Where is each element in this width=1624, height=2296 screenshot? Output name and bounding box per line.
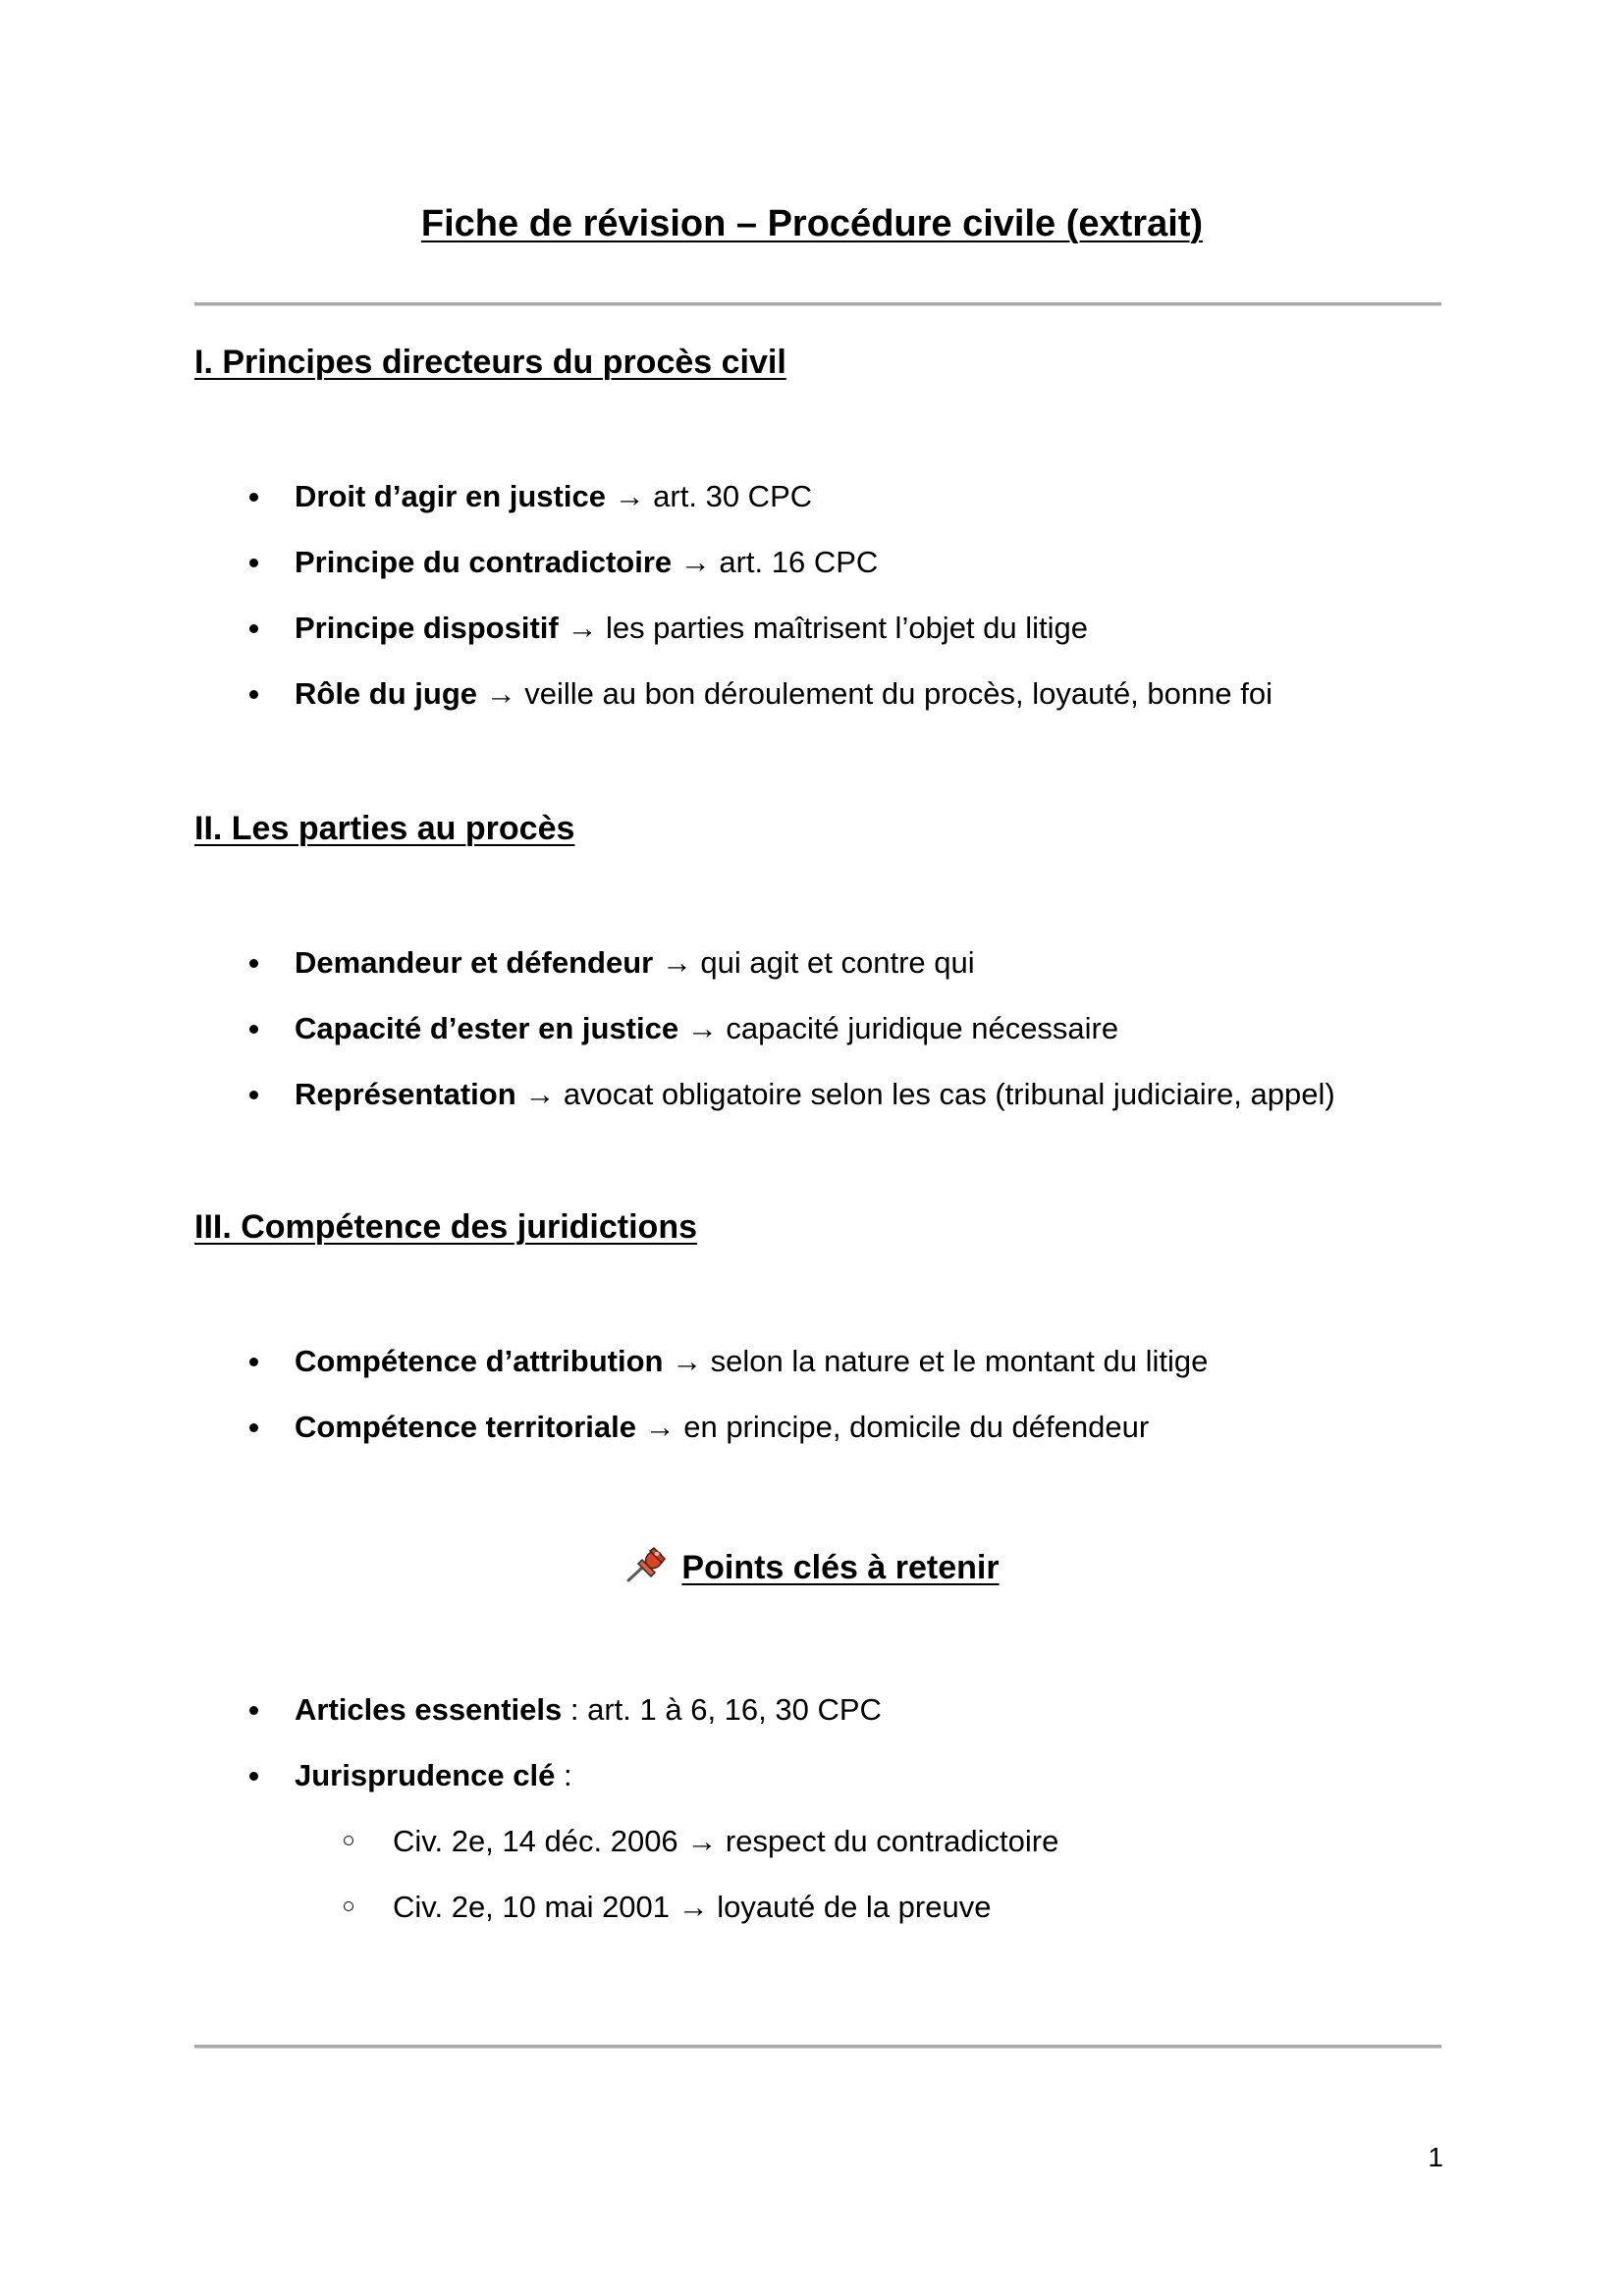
key-points-title: Points clés à retenir xyxy=(681,1549,1000,1586)
item-text: → art. 30 CPC xyxy=(605,479,813,513)
section-list-parties xyxy=(194,938,1335,1136)
item-term: Droit d’agir en justice xyxy=(295,479,606,513)
item-text: → selon la nature et le montant du litige xyxy=(663,1344,1209,1378)
section-heading-principes: I. Principes directeurs du procès civil xyxy=(194,344,786,381)
list-item xyxy=(194,669,1272,735)
list-item xyxy=(194,1883,1058,1949)
document-title: Fiche de révision – Procédure civile (extrait) xyxy=(420,203,1204,244)
item-term: Articles essentiels xyxy=(295,1692,563,1727)
bullet-icon xyxy=(249,959,258,968)
list-item xyxy=(194,938,1335,1004)
bullet-icon xyxy=(249,624,258,633)
bullet-icon xyxy=(249,1706,258,1715)
key-points-list xyxy=(194,1685,882,1817)
bullet-icon xyxy=(249,690,258,699)
list-item xyxy=(194,1337,1208,1403)
item-term: Principe du contradictoire xyxy=(295,545,673,579)
list-item xyxy=(194,1403,1208,1468)
item-term: Jurisprudence clé xyxy=(295,1758,556,1792)
list-item xyxy=(194,1070,1335,1136)
key-points-heading xyxy=(0,1543,1624,1592)
item-text: → avocat obligatoire selon les cas (tribunal judiciaire, appel) xyxy=(515,1077,1335,1111)
circle-bullet-icon xyxy=(344,1901,353,1911)
item-text: Civ. 2e, 10 mai 2001 → loyauté de la preuve xyxy=(393,1890,992,1924)
jurisprudence-list xyxy=(194,1817,1058,1949)
item-text: → qui agit et contre qui xyxy=(653,945,975,980)
section-list-principes xyxy=(194,472,1272,735)
section-heading-competence: III. Compétence des juridictions xyxy=(194,1208,697,1246)
item-term: Demandeur et défendeur xyxy=(295,945,654,980)
circle-bullet-icon xyxy=(344,1836,353,1845)
list-item xyxy=(194,1004,1335,1070)
item-text: : art. 1 à 6, 16, 30 CPC xyxy=(562,1692,882,1727)
bullet-icon xyxy=(249,493,258,502)
list-item xyxy=(194,1685,882,1751)
list-item xyxy=(194,1751,882,1817)
item-text: → capacité juridique nécessaire xyxy=(678,1011,1119,1045)
list-item xyxy=(194,1817,1058,1883)
section-list-competence xyxy=(194,1337,1208,1468)
item-text: → les parties maîtrisent l’objet du litige xyxy=(558,611,1089,645)
list-item xyxy=(194,538,1272,604)
item-text: : xyxy=(555,1758,572,1792)
list-item xyxy=(194,604,1272,669)
item-text: → veille au bon déroulement du procès, loyauté, bonne foi xyxy=(477,676,1272,711)
item-term: Principe dispositif xyxy=(295,611,559,645)
section-heading-parties: II. Les parties au procès xyxy=(194,810,575,847)
top-divider xyxy=(194,302,1441,306)
bottom-divider xyxy=(194,2045,1441,2049)
item-text: → en principe, domicile du défendeur xyxy=(636,1410,1150,1444)
bullet-icon xyxy=(249,1091,258,1099)
item-term: Compétence territoriale xyxy=(295,1410,636,1444)
item-term: Capacité d’ester en justice xyxy=(295,1011,679,1045)
bullet-icon xyxy=(249,559,258,567)
item-text: → art. 16 CPC xyxy=(672,545,879,579)
bullet-icon xyxy=(249,1358,258,1366)
item-text: Civ. 2e, 14 déc. 2006 → respect du contradictoire xyxy=(393,1824,1059,1858)
bullet-icon xyxy=(249,1772,258,1781)
item-term: Compétence d’attribution xyxy=(295,1344,664,1378)
bullet-icon xyxy=(249,1423,258,1432)
bullet-icon xyxy=(249,1025,258,1034)
item-term: Rôle du juge xyxy=(295,676,477,711)
page-number: 1 xyxy=(1428,2142,1443,2172)
list-item xyxy=(194,472,1272,538)
item-term: Représentation xyxy=(295,1077,516,1111)
pushpin-icon xyxy=(624,1545,668,1584)
